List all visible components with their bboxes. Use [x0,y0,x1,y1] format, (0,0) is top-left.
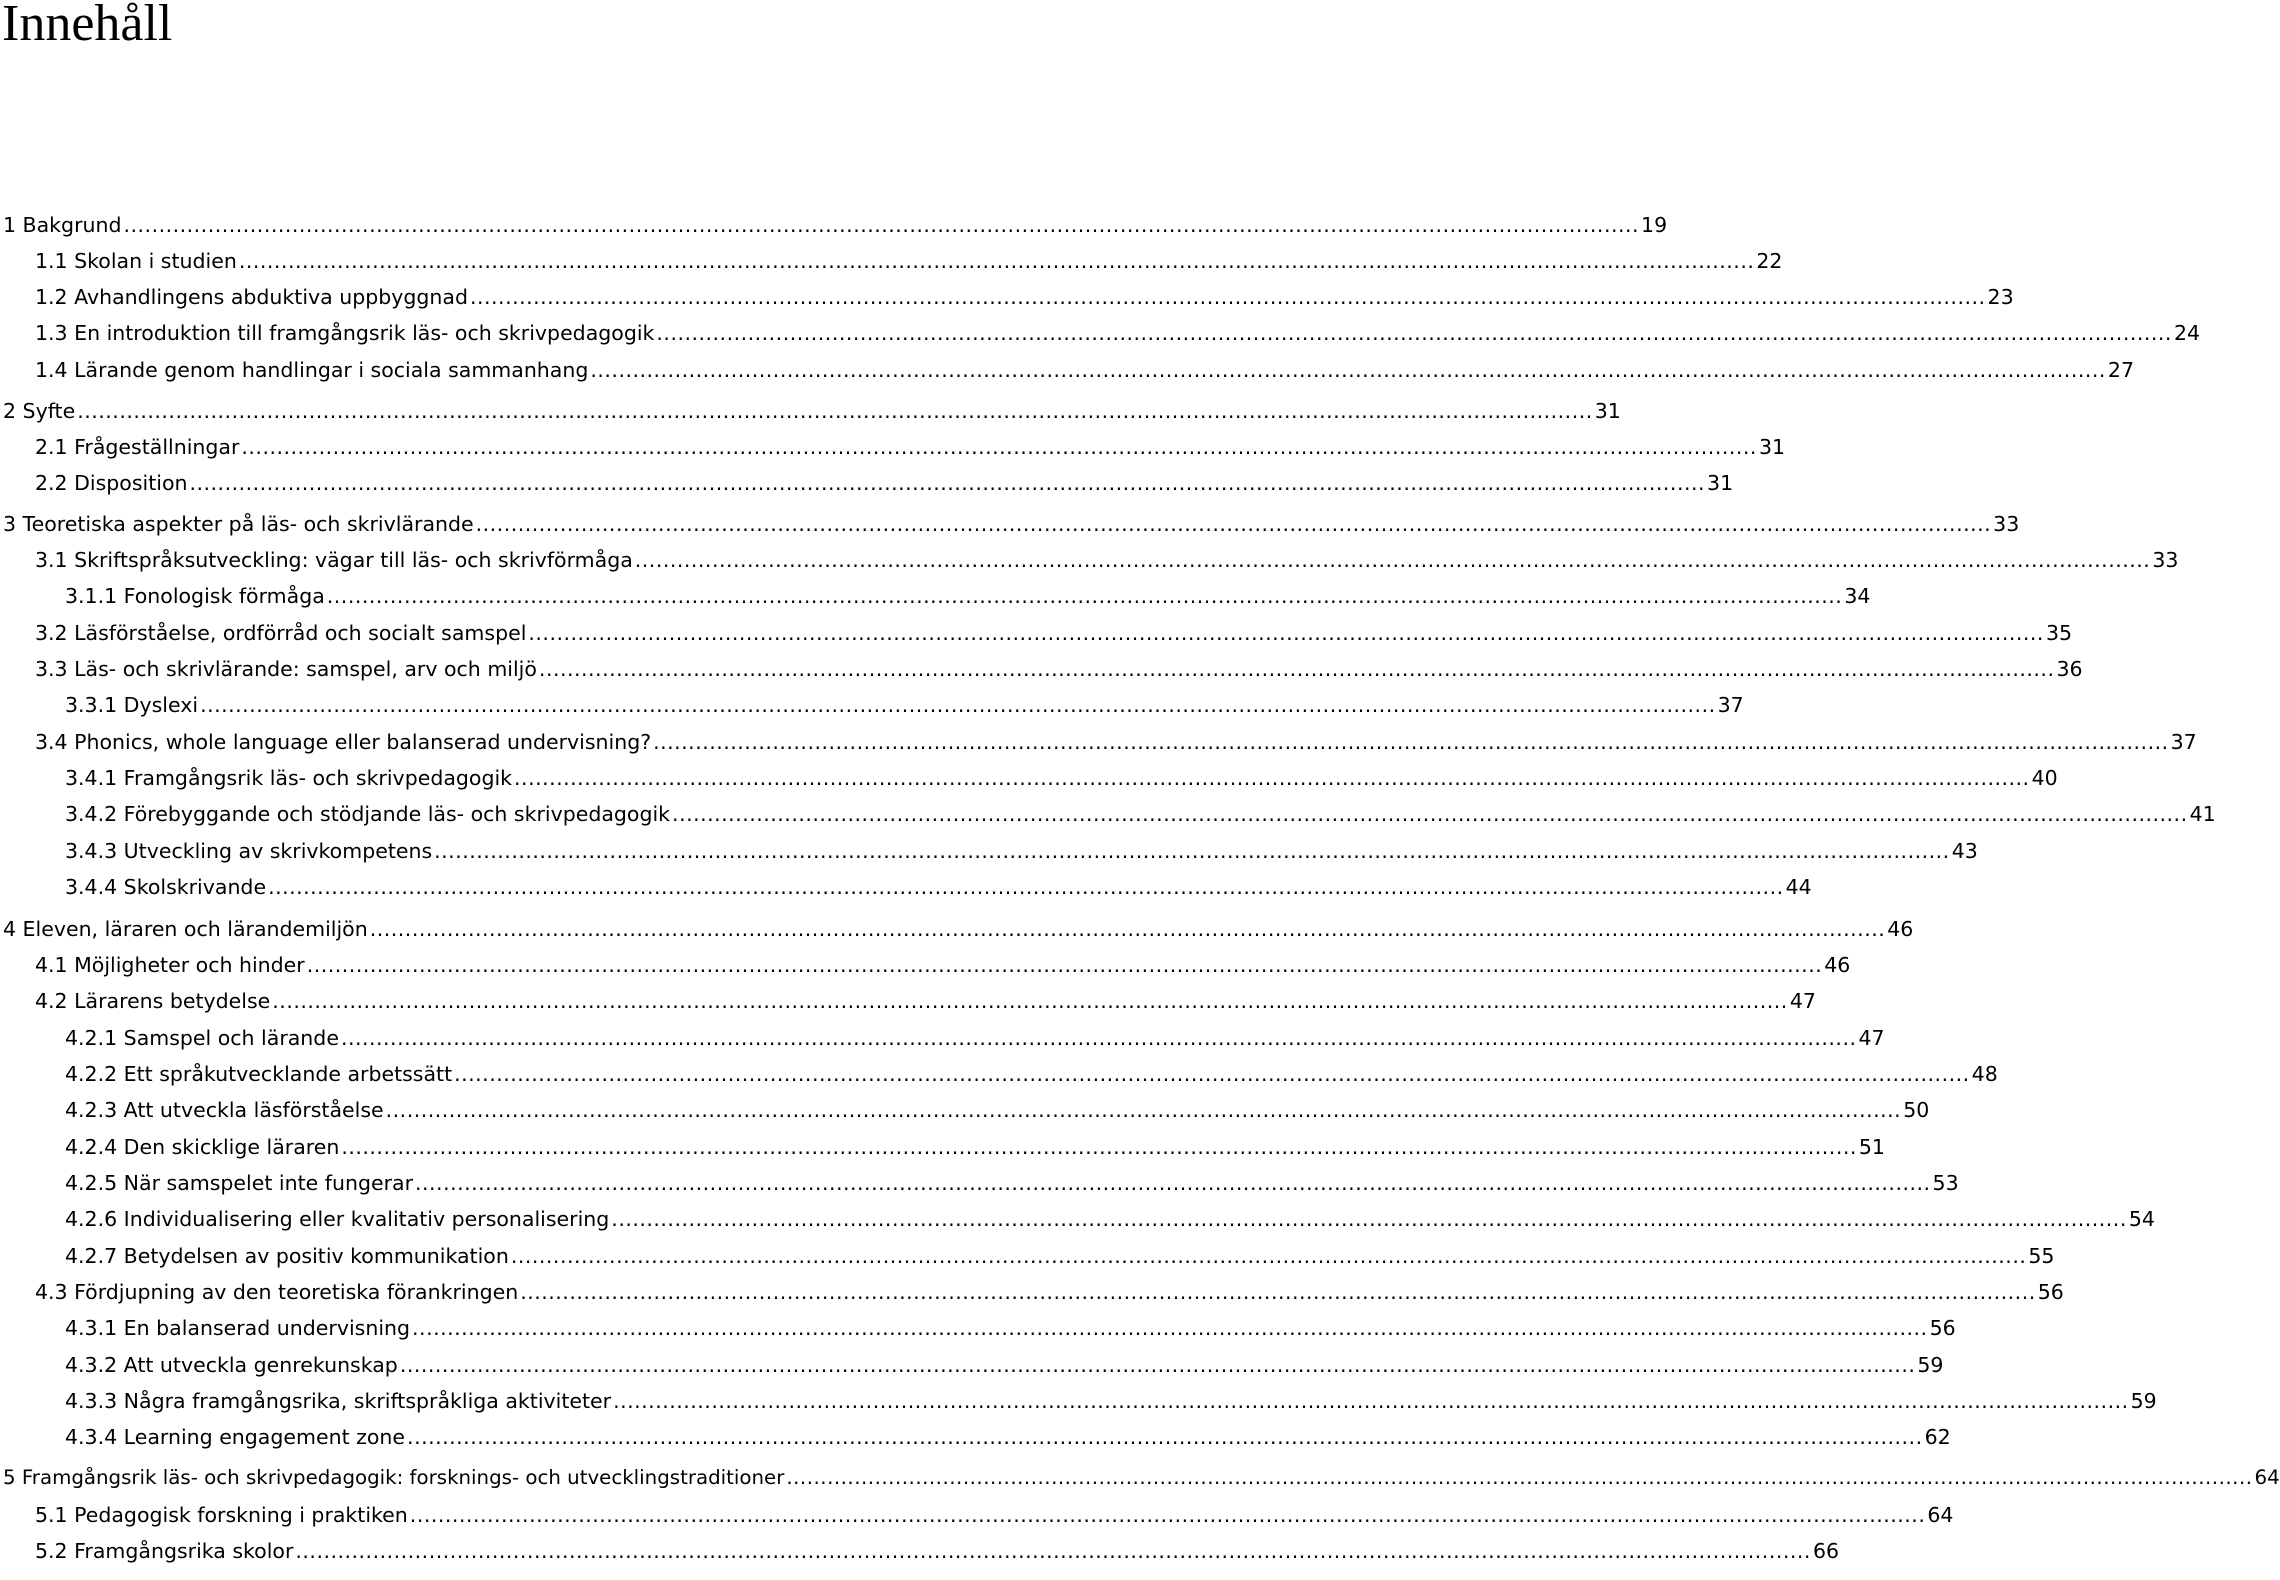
toc-entry[interactable] [0,688,1744,722]
toc-dot-leader [200,688,1716,722]
toc-dot-leader [611,1202,2127,1236]
toc-dot-leader [307,948,1823,982]
toc-entry[interactable] [0,466,1734,500]
toc-entry-label: 3.1 Skriftspråksutveckling: vägar till läs- och skrivförmåga [35,548,633,572]
toc-entry-label: 1 Bakgrund [3,213,122,237]
toc-entry[interactable] [0,1311,1956,1345]
toc-entry-label: 4.3.4 Learning engagement zone [65,1425,406,1449]
toc-dot-leader [341,1021,1857,1055]
toc-entry-label: 4.1 Möjligheter och hinder [35,953,305,977]
toc-entry-page-number: 43 [1951,839,1978,863]
toc-entry[interactable] [0,1166,1959,1200]
toc-dot-leader [434,834,1950,868]
toc-entry[interactable] [0,652,2083,686]
toc-dot-leader [370,912,1886,946]
toc-entry-page-number: 37 [2170,730,2197,754]
toc-entry[interactable] [0,1202,2155,1236]
toc-entry-label: 4.2.4 Den skicklige läraren [65,1135,340,1159]
toc-entry-page-number: 46 [1824,953,1851,977]
toc-entry[interactable] [0,1461,2280,1495]
toc-entry[interactable] [0,870,1812,904]
toc-entry-label: 3.3 Läs- och skrivlärande: samspel, arv och miljö [35,657,537,681]
toc-entry-page-number: 36 [2056,657,2083,681]
toc-entry-label: 1.4 Lärande genom handlingar i sociala sammanhang [35,358,589,382]
toc-entry[interactable] [0,1384,2157,1418]
toc-entry[interactable] [0,1534,1840,1568]
toc-entry-page-number: 41 [2189,802,2216,826]
toc-entry-label: 1.3 En introduktion till framgångsrik läs- och skrivpedagogik [35,321,655,345]
toc-entry-label: 5.1 Pedagogisk forskning i praktiken [35,1503,408,1527]
toc-entry-page-number: 47 [1789,989,1816,1013]
toc-dot-leader [672,797,2188,831]
toc-entry-label: 3 Teoretiska aspekter på läs- och skrivlärande [3,512,474,536]
toc-entry[interactable] [0,1239,2055,1273]
toc-entry[interactable] [0,579,1871,613]
toc-entry-label: 3.4.1 Framgångsrik läs- och skrivpedagogik [65,766,513,790]
toc-dot-leader [327,579,1843,613]
toc-dot-leader [653,725,2169,759]
toc-dot-leader [528,616,2044,650]
toc-dot-leader [476,507,1992,541]
toc-dot-leader [189,466,1705,500]
toc-entry[interactable] [0,761,2058,795]
toc-dot-leader [520,1275,2036,1309]
toc-entry[interactable] [0,1420,1951,1454]
toc-entry-page-number: 37 [1717,693,1744,717]
toc-entry[interactable] [0,353,2135,387]
toc-entry[interactable] [0,394,1621,428]
toc-entry-page-number: 56 [2037,1280,2064,1304]
toc-entry-label: 4.3 Fördjupning av den teoretiska förankringen [35,1280,519,1304]
toc-entry[interactable] [0,316,2201,350]
toc-entry[interactable] [0,1021,1885,1055]
toc-entry-label: 4.2.5 När samspelet inte fungerar [65,1171,413,1195]
toc-dot-leader [470,280,1986,314]
toc-entry-page-number: 56 [1929,1316,1956,1340]
toc-entry-page-number: 31 [1758,435,1786,459]
toc-entry[interactable] [0,1275,2064,1309]
toc-entry-label: 4.3.2 Att utveckla genrekunskap [65,1353,398,1377]
toc-entry-label: 4.3.3 Några framgångsrika, skriftspråkliga aktiviteter [65,1389,612,1413]
toc-entry-page-number: 64 [1927,1503,1954,1527]
toc-entry-page-number: 62 [1924,1425,1951,1449]
toc-dot-leader [635,543,2151,577]
toc-entry-label: 4.2.2 Ett språkutvecklande arbetssätt [65,1062,453,1086]
toc-dot-leader [412,1311,1928,1345]
toc-entry-page-number: 47 [1858,1026,1885,1050]
toc-entry-page-number: 55 [2028,1244,2055,1268]
toc-dot-leader [514,761,2030,795]
toc-entry[interactable] [0,912,1914,946]
toc-dot-leader [410,1498,1926,1532]
toc-dot-leader [400,1348,1916,1382]
toc-entry-page-number: 34 [1844,584,1871,608]
toc-entry-page-number: 22 [1756,249,1783,273]
toc-entry[interactable] [0,834,1978,868]
toc-entry[interactable] [0,797,2216,831]
toc-entry[interactable] [0,616,2073,650]
toc-entry[interactable] [0,1093,1930,1127]
toc-dot-leader [454,1057,1970,1091]
toc-entry-page-number: 19 [1641,213,1668,237]
toc-entry-label: 2 Syfte [3,399,76,423]
toc-entry-page-number: 66 [1812,1539,1840,1563]
toc-dot-leader [272,984,1788,1018]
toc-dot-leader [239,244,1755,278]
toc-entry[interactable] [0,430,1786,464]
toc-dot-leader [386,1093,1902,1127]
toc-entry-label: 4.2.1 Samspel och lärande [65,1026,339,1050]
toc-entry[interactable] [0,1498,1954,1532]
toc-entry-page-number: 59 [2130,1389,2157,1413]
toc-entry[interactable] [0,1130,1885,1164]
toc-entry-label: 2.1 Frågeställningar [35,435,240,459]
toc-entry[interactable] [0,244,1783,278]
toc-entry-label: 3.4 Phonics, whole language eller balanserad undervisning? [35,730,652,754]
toc-entry-page-number: 48 [1971,1062,1998,1086]
toc-entry-page-number: 53 [1932,1171,1959,1195]
toc-entry[interactable] [0,948,1851,982]
toc-entry-page-number: 31 [1594,399,1621,423]
toc-entry-label: 4.2.6 Individualisering eller kvalitativ personalisering [65,1207,610,1231]
toc-entry-label: 2.2 Disposition [35,471,188,495]
toc-dot-leader [268,870,1784,904]
toc-entry-page-number: 33 [1993,512,2020,536]
toc-entry-page-number: 24 [2173,321,2201,345]
toc-entry-label: 1.2 Avhandlingens abduktiva uppbyggnad [35,285,468,309]
toc-entry[interactable] [0,725,2197,759]
toc-dot-leader [539,652,2055,686]
toc-entry-label: 3.4.2 Förebyggande och stödjande läs- och skrivpedagogik [65,802,671,826]
toc-entry-label: 4.2 Lärarens betydelse [35,989,271,1013]
toc-entry-page-number: 27 [2107,358,2135,382]
toc-entry-label: 3.1.1 Fonologisk förmåga [65,584,325,608]
toc-entry-page-number: 46 [1887,917,1914,941]
toc-dot-leader [77,394,1593,428]
toc-entry-page-number: 54 [2128,1207,2155,1231]
toc-entry-page-number: 40 [2031,766,2058,790]
toc-entry[interactable] [0,1057,1998,1091]
toc-entry[interactable] [0,208,1668,242]
toc-entry-page-number: 33 [2152,548,2179,572]
toc-dot-leader [341,1130,1857,1164]
toc-dot-leader [656,316,2172,350]
toc-entry-page-number: 51 [1858,1135,1885,1159]
toc-entry-page-number: 23 [1987,285,2014,309]
toc-entry-label: 5 Framgångsrik läs- och skrivpedagogik: forsknings- och utvecklingstraditioner [3,1466,785,1489]
toc-dot-leader [295,1534,1811,1568]
toc-entry-page-number: 31 [1707,471,1734,495]
toc-entry-label: 3.4.4 Skolskrivande [65,875,267,899]
toc-entry-page-number: 59 [1917,1353,1944,1377]
page-title: Innehåll [2,0,173,52]
toc-dot-leader [511,1239,2027,1273]
toc-entry-label: 4.2.7 Betydelsen av positiv kommunikation [65,1244,509,1268]
toc-entry-page-number: 35 [2045,621,2073,645]
toc-dot-leader [407,1420,1923,1454]
toc-dot-leader [124,208,1640,242]
toc-entry-page-number: 64 [2254,1466,2280,1489]
toc-dot-leader [786,1461,2252,1495]
toc-dot-leader [415,1166,1931,1200]
toc-entry-label: 1.1 Skolan i studien [35,249,237,273]
toc-dot-leader [590,353,2106,387]
toc-entry-label: 3.4.3 Utveckling av skrivkompetens [65,839,433,863]
toc-entry[interactable] [0,984,1816,1018]
toc-entry-label: 4 Eleven, läraren och lärandemiljön [3,917,368,941]
toc-dot-leader [613,1384,2129,1418]
toc-entry-page-number: 44 [1785,875,1812,899]
toc-entry[interactable] [0,543,2179,577]
toc-entry[interactable] [0,507,2020,541]
toc-entry[interactable] [0,280,2014,314]
toc-entry-label: 3.2 Läsförståelse, ordförråd och socialt samspel [35,621,527,645]
toc-entry-label: 4.3.1 En balanserad undervisning [65,1316,411,1340]
toc-entry-label: 3.3.1 Dyslexi [65,693,199,717]
toc-dot-leader [241,430,1757,464]
toc-entry-label: 5.2 Framgångsrika skolor [35,1539,294,1563]
toc-entry[interactable] [0,1348,1944,1382]
toc-entry-page-number: 50 [1903,1098,1930,1122]
toc-entry-label: 4.2.3 Att utveckla läsförståelse [65,1098,384,1122]
